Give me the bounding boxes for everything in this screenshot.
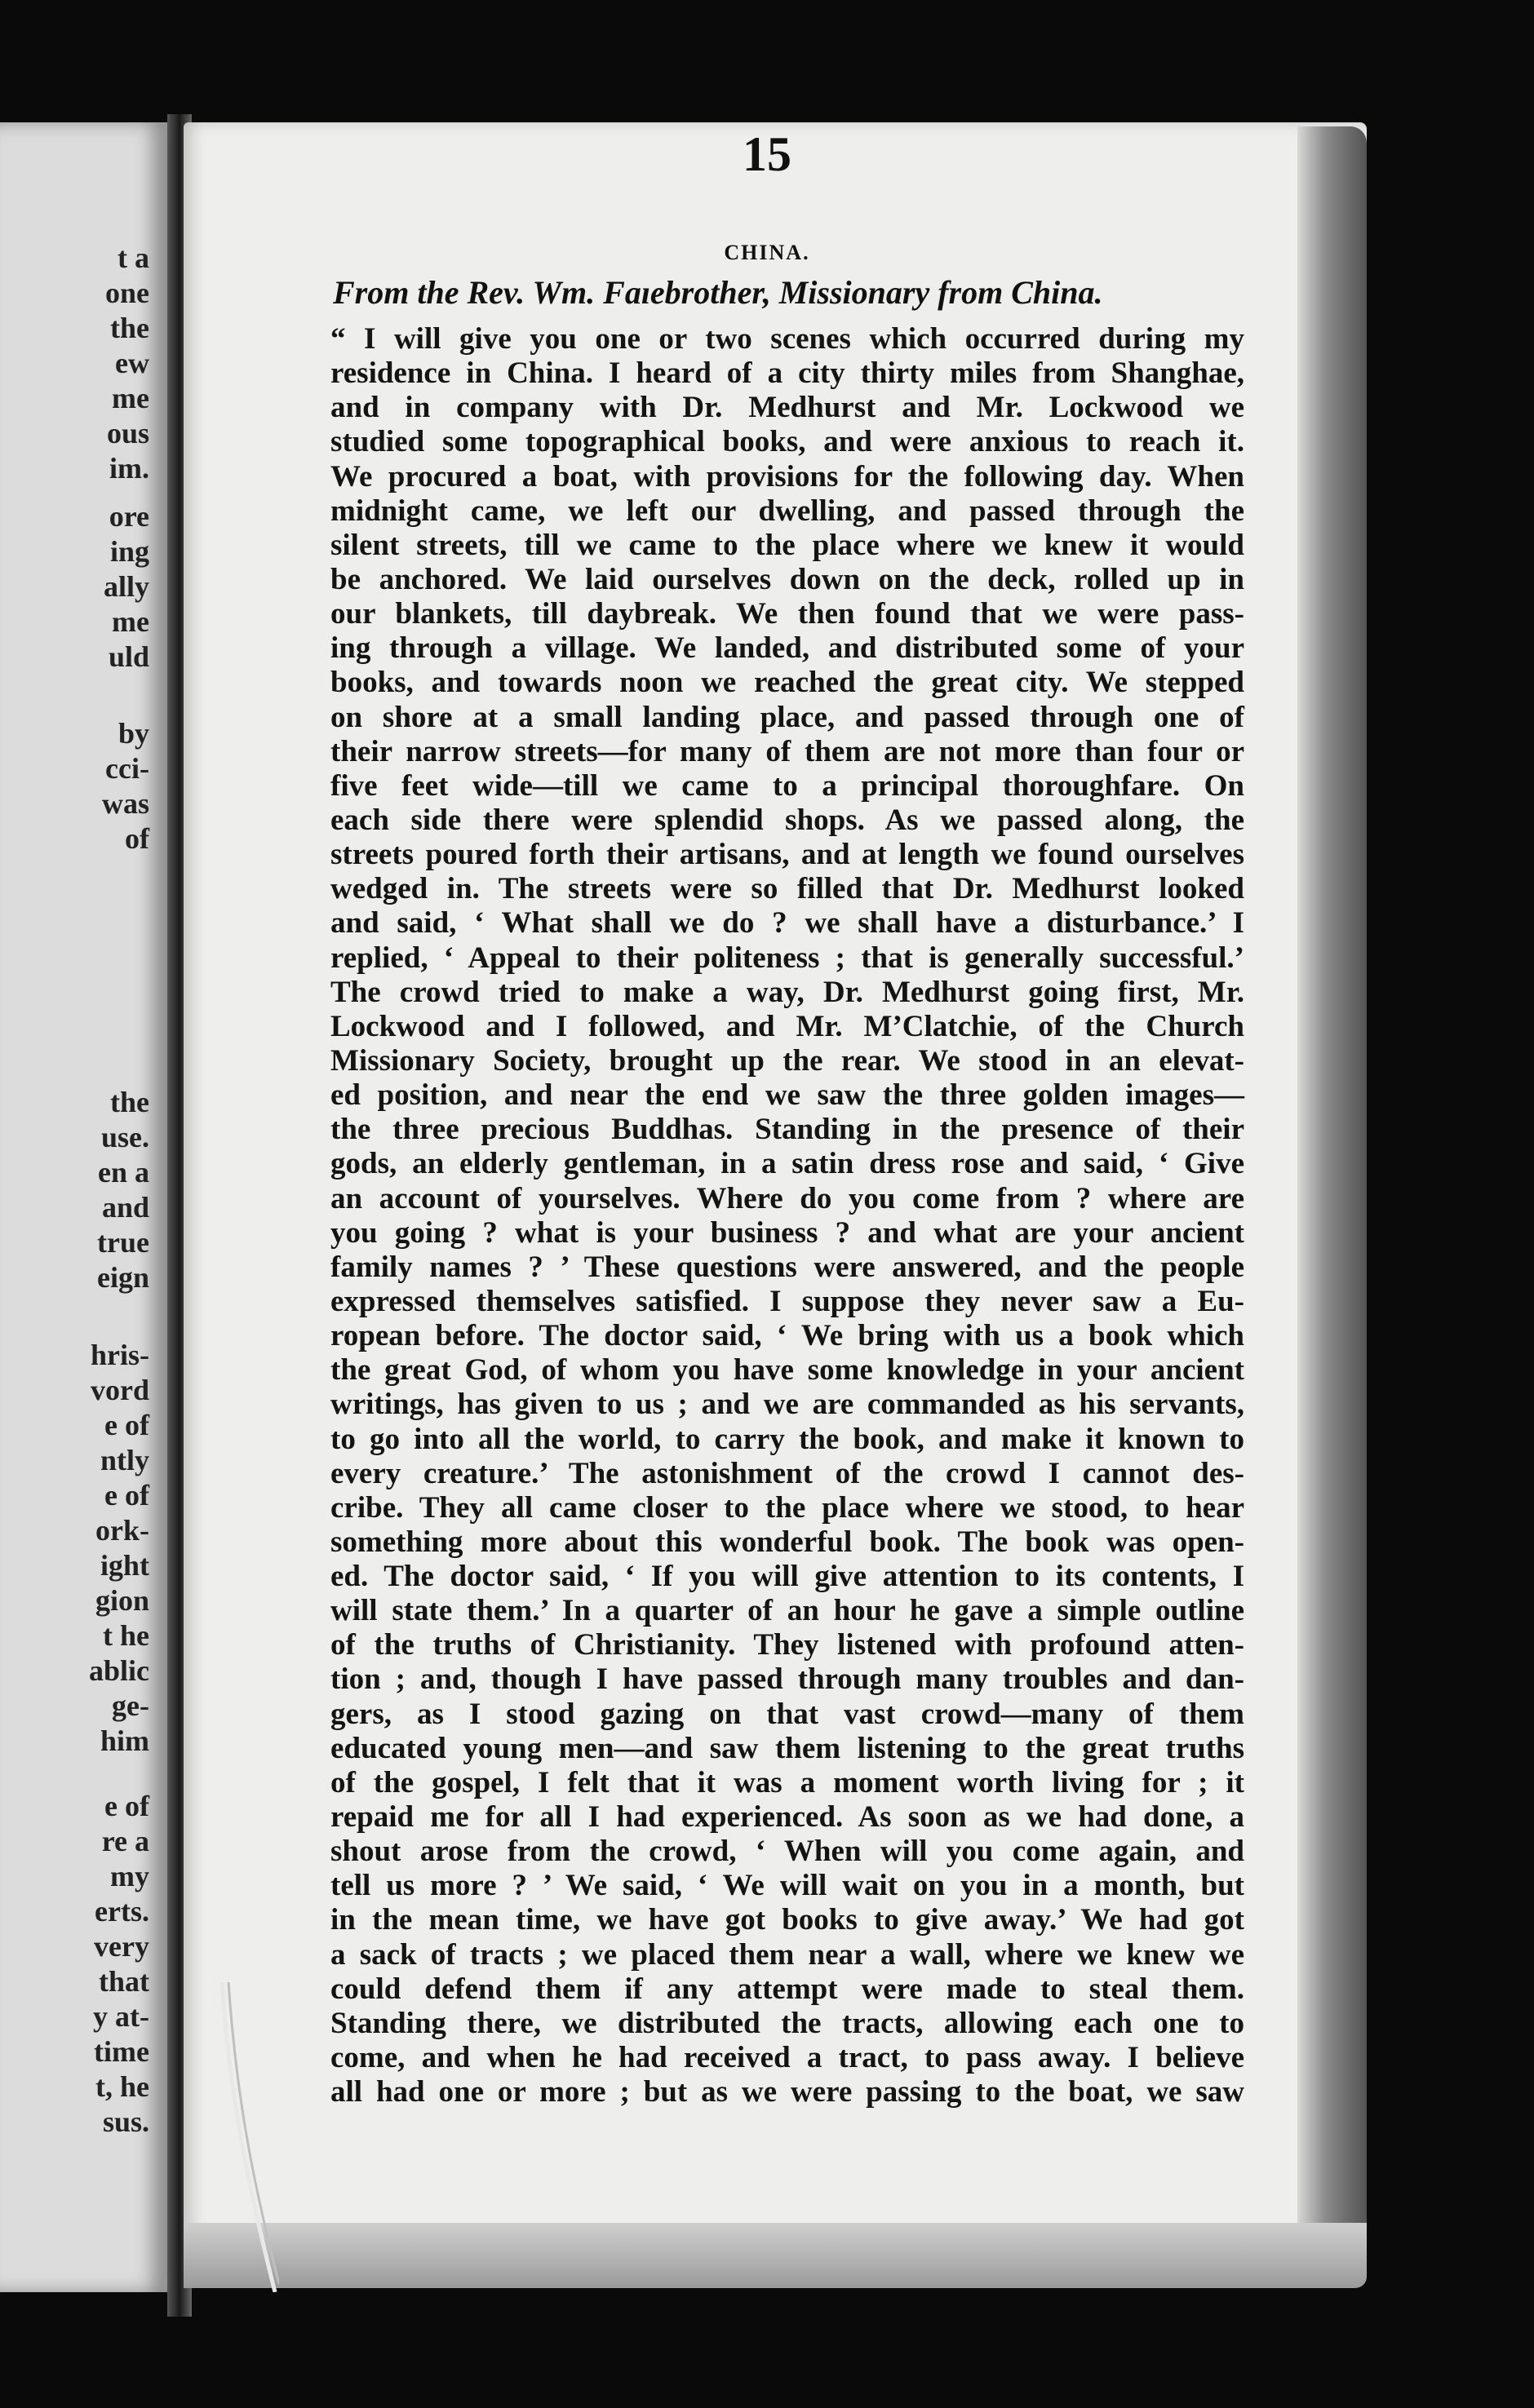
left-page-text-fragment: ge- <box>112 1689 149 1722</box>
left-page-text-fragment: ablic <box>88 1654 149 1687</box>
body-line: their narrow streets—for many of them are not more than four or <box>330 734 1244 768</box>
body-line: expressed themselves satisfied. I suppose they never saw a Eu- <box>330 1284 1244 1318</box>
left-page-text-fragment: very <box>94 1930 149 1963</box>
body-line: Lockwood and I followed, and Mr. M’Clatchie, of the Church <box>330 1009 1244 1043</box>
body-line: gers, as I stood gazing on that vast crowd—many of them <box>330 1697 1244 1731</box>
left-page-text-fragment: by <box>117 717 149 750</box>
left-page-text-fragment: gion <box>95 1584 149 1617</box>
left-page-text-fragment: t a <box>117 241 149 274</box>
body-line: tion ; and, though I have passed through many troubles and dan- <box>330 1662 1244 1697</box>
left-page <box>0 122 167 2292</box>
left-page-text-fragment: ally <box>103 570 149 603</box>
left-page-text-fragment: one <box>105 277 149 309</box>
left-page-text-fragment: ntly <box>100 1444 149 1476</box>
left-page-text-fragment: vord <box>91 1374 149 1406</box>
body-line: you going ? what is your business ? and what are your ancient <box>330 1215 1244 1250</box>
body-line: cribe. They all came closer to the place where we stood, to hear <box>330 1490 1244 1525</box>
left-page-text-fragment: t, he <box>95 2070 149 2103</box>
left-page-text-fragment: ew <box>115 347 149 379</box>
left-page-text-fragment: y at- <box>93 2000 149 2033</box>
body-line: educated young men—and saw them listening to the great truths <box>330 1731 1244 1765</box>
body-line: streets poured forth their artisans, and at length we found ourselves <box>330 838 1244 872</box>
page-bottom-edge <box>184 2223 1367 2288</box>
body-line: and said, ‘ What shall we do ? we shall have a disturbance.’ I <box>330 906 1244 941</box>
left-page-text-fragment: eign <box>96 1261 149 1294</box>
left-page-text-fragment: of <box>125 822 149 855</box>
left-page-text-fragment: true <box>97 1226 149 1259</box>
left-page-text-fragment: him <box>100 1724 149 1757</box>
body-line: be anchored. We laid ourselves down on the deck, rolled up in <box>330 562 1244 596</box>
body-line: all had one or more ; but as we were passing to the boat, we saw <box>330 2075 1244 2109</box>
body-line: of the gospel, I felt that it was a moment worth living for ; it <box>330 1765 1244 1799</box>
body-line: ing through a village. We landed, and distributed some of your <box>330 631 1244 666</box>
bookmark-ribbon <box>214 1982 279 2292</box>
left-page-text-fragment: me <box>112 382 149 414</box>
article-body <box>330 322 1244 2109</box>
body-line: something more about this wonderful book. The book was open- <box>330 1525 1244 1559</box>
left-page-text-fragment: and <box>101 1191 149 1224</box>
left-page-text-fragment: that <box>99 1965 149 1998</box>
left-page-text-fragment: was <box>101 787 149 820</box>
left-page-text-fragment: ing <box>109 535 149 568</box>
left-page-text-fragment: e of <box>104 1479 149 1512</box>
body-line: a sack of tracts ; we placed them near a wall, where we knew we <box>330 1937 1244 1972</box>
body-line: ropean before. The doctor said, ‘ We bring with us a book which <box>330 1319 1244 1353</box>
left-page-text-fragment: e of <box>104 1790 149 1822</box>
body-line: our blankets, till daybreak. We then found that we were pass- <box>330 597 1244 631</box>
body-line: silent streets, till we came to the place where we knew it would <box>330 528 1244 562</box>
left-page-text-fragment: ight <box>100 1549 149 1582</box>
body-line: residence in China. I heard of a city thirty miles from Shanghae, <box>330 356 1244 391</box>
body-line: in the mean time, we have got books to give away.’ We had got <box>330 1903 1244 1937</box>
body-line: will state them.’ In a quarter of an hour he gave a simple outline <box>330 1594 1244 1628</box>
left-page-text-fragment: sus. <box>102 2105 149 2138</box>
body-line: shout arose from the crowd, ‘ When will you come again, and <box>330 1835 1244 1869</box>
body-line: “ I will give you one or two scenes which occurred during my <box>330 322 1244 356</box>
left-page-text-fragment: erts. <box>95 1895 149 1928</box>
body-line: midnight came, we left our dwelling, and passed through the <box>330 494 1244 528</box>
body-line: writings, has given to us ; and we are commanded as his servants, <box>330 1388 1244 1422</box>
left-page-text-fragment: e of <box>104 1409 149 1441</box>
body-line: We procured a boat, with provisions for the following day. When <box>330 459 1244 494</box>
body-line: the three precious Buddhas. Standing in the presence of their <box>330 1113 1244 1147</box>
body-line: and in company with Dr. Medhurst and Mr. Lockwood we <box>330 391 1244 425</box>
left-page-text-fragment: the <box>110 1086 149 1118</box>
body-line: books, and towards noon we reached the great city. We stepped <box>330 666 1244 700</box>
body-line: ed position, and near the end we saw the three golden images— <box>330 1078 1244 1113</box>
body-line: could defend them if any attempt were made to steal them. <box>330 1972 1244 2006</box>
body-line: wedged in. The streets were so filled that Dr. Medhurst looked <box>330 872 1244 906</box>
body-line: to go into all the world, to carry the book, and make it known to <box>330 1422 1244 1456</box>
left-page-text-fragment: me <box>112 605 149 638</box>
body-line: each side there were splendid shops. As we passed along, the <box>330 803 1244 837</box>
body-line: on shore at a small landing place, and passed through one of <box>330 700 1244 734</box>
left-page-text-fragment: my <box>110 1860 149 1892</box>
left-page-text-fragment: ore <box>109 500 149 533</box>
body-line: ed. The doctor said, ‘ If you will give attention to its contents, I <box>330 1560 1244 1594</box>
body-line: Missionary Society, brought up the rear. We stood in an elevat- <box>330 1043 1244 1078</box>
left-page-text-fragment: t he <box>103 1619 149 1652</box>
left-page-text-fragment: ork- <box>95 1514 149 1547</box>
body-line: the great God, of whom you have some knowledge in your ancient <box>330 1353 1244 1388</box>
section-heading: CHINA. <box>724 241 810 264</box>
body-line: repaid me for all I had experienced. As soon as we had done, a <box>330 1800 1244 1835</box>
left-page-text-fragment: ous <box>106 417 149 449</box>
body-line: come, and when he had received a tract, to pass away. I believe <box>330 2041 1244 2075</box>
body-line: family names ? ’ These questions were answered, and the people <box>330 1250 1244 1284</box>
body-line: every creature.’ The astonishment of the crowd I cannot des- <box>330 1456 1244 1490</box>
left-page-text-fragment: cci- <box>105 752 149 785</box>
left-page-text-fragment: uld <box>108 640 149 673</box>
body-line: five feet wide—till we came to a principal thoroughfare. On <box>330 768 1244 803</box>
body-line: tell us more ? ’ We said, ‘ We will wait on you in a month, but <box>330 1869 1244 1903</box>
page-number: 15 <box>743 127 791 181</box>
body-line: of the truths of Christianity. They listened with profound atten- <box>330 1628 1244 1662</box>
body-line: gods, an elderly gentleman, in a satin dress rose and said, ‘ Give <box>330 1147 1244 1181</box>
left-page-text-fragment: im. <box>109 452 149 485</box>
article-byline: From the Rev. Wm. Faıebrother, Missionary from China. <box>333 274 1103 311</box>
left-page-text-fragment: the <box>110 312 149 344</box>
page-edge <box>1297 126 1367 2239</box>
left-page-text-fragment: re a <box>101 1825 149 1857</box>
left-page-text-fragment: use. <box>100 1121 149 1153</box>
left-page-text-fragment: hris- <box>91 1339 149 1371</box>
body-line: replied, ‘ Appeal to their politeness ; that is generally successful.’ <box>330 941 1244 975</box>
left-page-text-fragment: time <box>94 2035 149 2068</box>
body-line: studied some topographical books, and were anxious to reach it. <box>330 425 1244 459</box>
body-line: an account of yourselves. Where do you come from ? where are <box>330 1181 1244 1215</box>
body-line: Standing there, we distributed the tracts, allowing each one to <box>330 2006 1244 2040</box>
body-line: The crowd tried to make a way, Dr. Medhurst going first, Mr. <box>330 975 1244 1009</box>
left-page-text-fragment: en a <box>98 1156 149 1189</box>
